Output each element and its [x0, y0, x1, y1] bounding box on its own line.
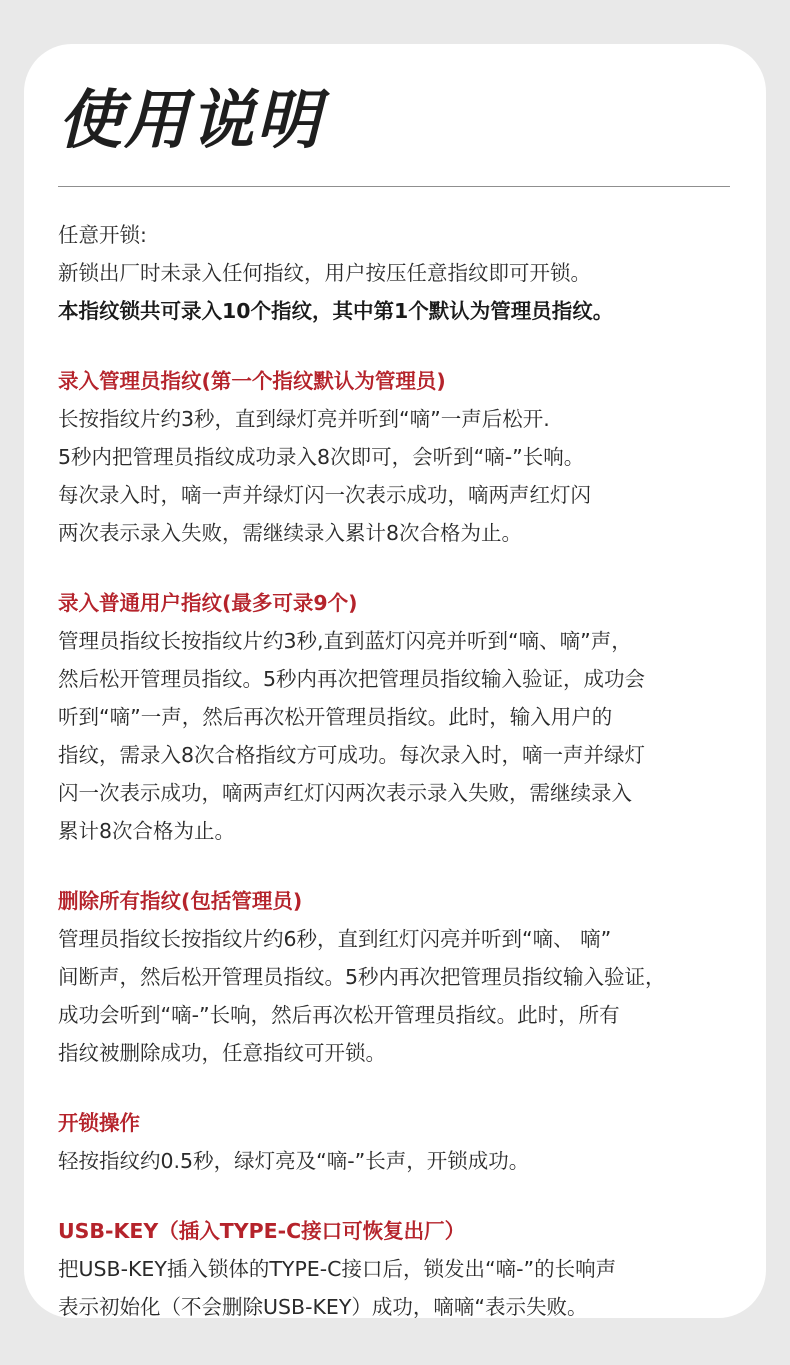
- section-intro: [58, 216, 730, 330]
- section-heading: 开锁操作: [58, 1111, 140, 1135]
- section-heading: USB-KEY（插入TYPE-C接口可恢复出厂）: [58, 1219, 466, 1243]
- body-line: 累计8次合格为止。: [58, 819, 236, 843]
- body-line: 闪一次表示成功，嘀两声红灯闪两次表示录入失败，需继续录入: [58, 781, 632, 805]
- body-line: 轻按指纹约0.5秒，绿灯亮及“嘀-”长声，开锁成功。: [58, 1149, 530, 1173]
- body-line: 管理员指纹长按指纹片约6秒，直到红灯闪亮并听到“嘀、 嘀”: [58, 927, 612, 951]
- body-line: 成功会听到“嘀-”长响，然后再次松开管理员指纹。此时，所有: [58, 1003, 620, 1027]
- body-line: 5秒内把管理员指纹成功录入8次即可，会听到“嘀-”长响。: [58, 445, 585, 469]
- intro-bold-line: 本指纹锁共可录入10个指纹，其中第1个默认为管理员指纹。: [58, 299, 614, 323]
- body-line: 间断声，然后松开管理员指纹。5秒内再次把管理员指纹输入验证，: [58, 965, 666, 989]
- section-heading: 录入普通用户指纹(最多可录9个): [58, 591, 358, 615]
- section-usb-key: [58, 1212, 730, 1318]
- body-line: 表示初始化（不会删除USB-KEY）成功，嘀嘀“表示失败。: [58, 1295, 588, 1318]
- instructions-content: [58, 216, 730, 1318]
- instructions-card: [24, 44, 766, 1318]
- body-line: 长按指纹片约3秒，直到绿灯亮并听到“嘀”一声后松开.: [58, 407, 550, 431]
- body-line: 把USB-KEY插入锁体的TYPE-C接口后，锁发出“嘀-”的长响声: [58, 1257, 617, 1281]
- intro-line: 任意开锁:: [58, 223, 147, 247]
- body-line: 指纹被删除成功，任意指纹可开锁。: [58, 1041, 386, 1065]
- body-line: 管理员指纹长按指纹片约3秒,直到蓝灯闪亮并听到“嘀、嘀”声，: [58, 629, 632, 653]
- body-line: 然后松开管理员指纹。5秒内再次把管理员指纹输入验证，成功会: [58, 667, 646, 691]
- section-delete-all: [58, 882, 730, 1072]
- body-line: 两次表示录入失败，需继续录入累计8次合格为止。: [58, 521, 523, 545]
- body-line: 指纹，需录入8次合格指纹方可成功。每次录入时，嘀一声并绿灯: [58, 743, 646, 767]
- title-divider: [58, 186, 730, 187]
- page-title: 使用说明: [58, 84, 322, 158]
- section-enroll-user: [58, 584, 730, 850]
- section-enroll-admin: [58, 362, 730, 552]
- intro-line: 新锁出厂时未录入任何指纹，用户按压任意指纹即可开锁。: [58, 261, 591, 285]
- section-heading: 删除所有指纹(包括管理员): [58, 889, 303, 913]
- body-line: 听到“嘀”一声，然后再次松开管理员指纹。此时，输入用户的: [58, 705, 613, 729]
- section-unlock: [58, 1104, 730, 1180]
- section-heading: 录入管理员指纹(第一个指纹默认为管理员): [58, 369, 446, 393]
- body-line: 每次录入时，嘀一声并绿灯闪一次表示成功，嘀两声红灯闪: [58, 483, 591, 507]
